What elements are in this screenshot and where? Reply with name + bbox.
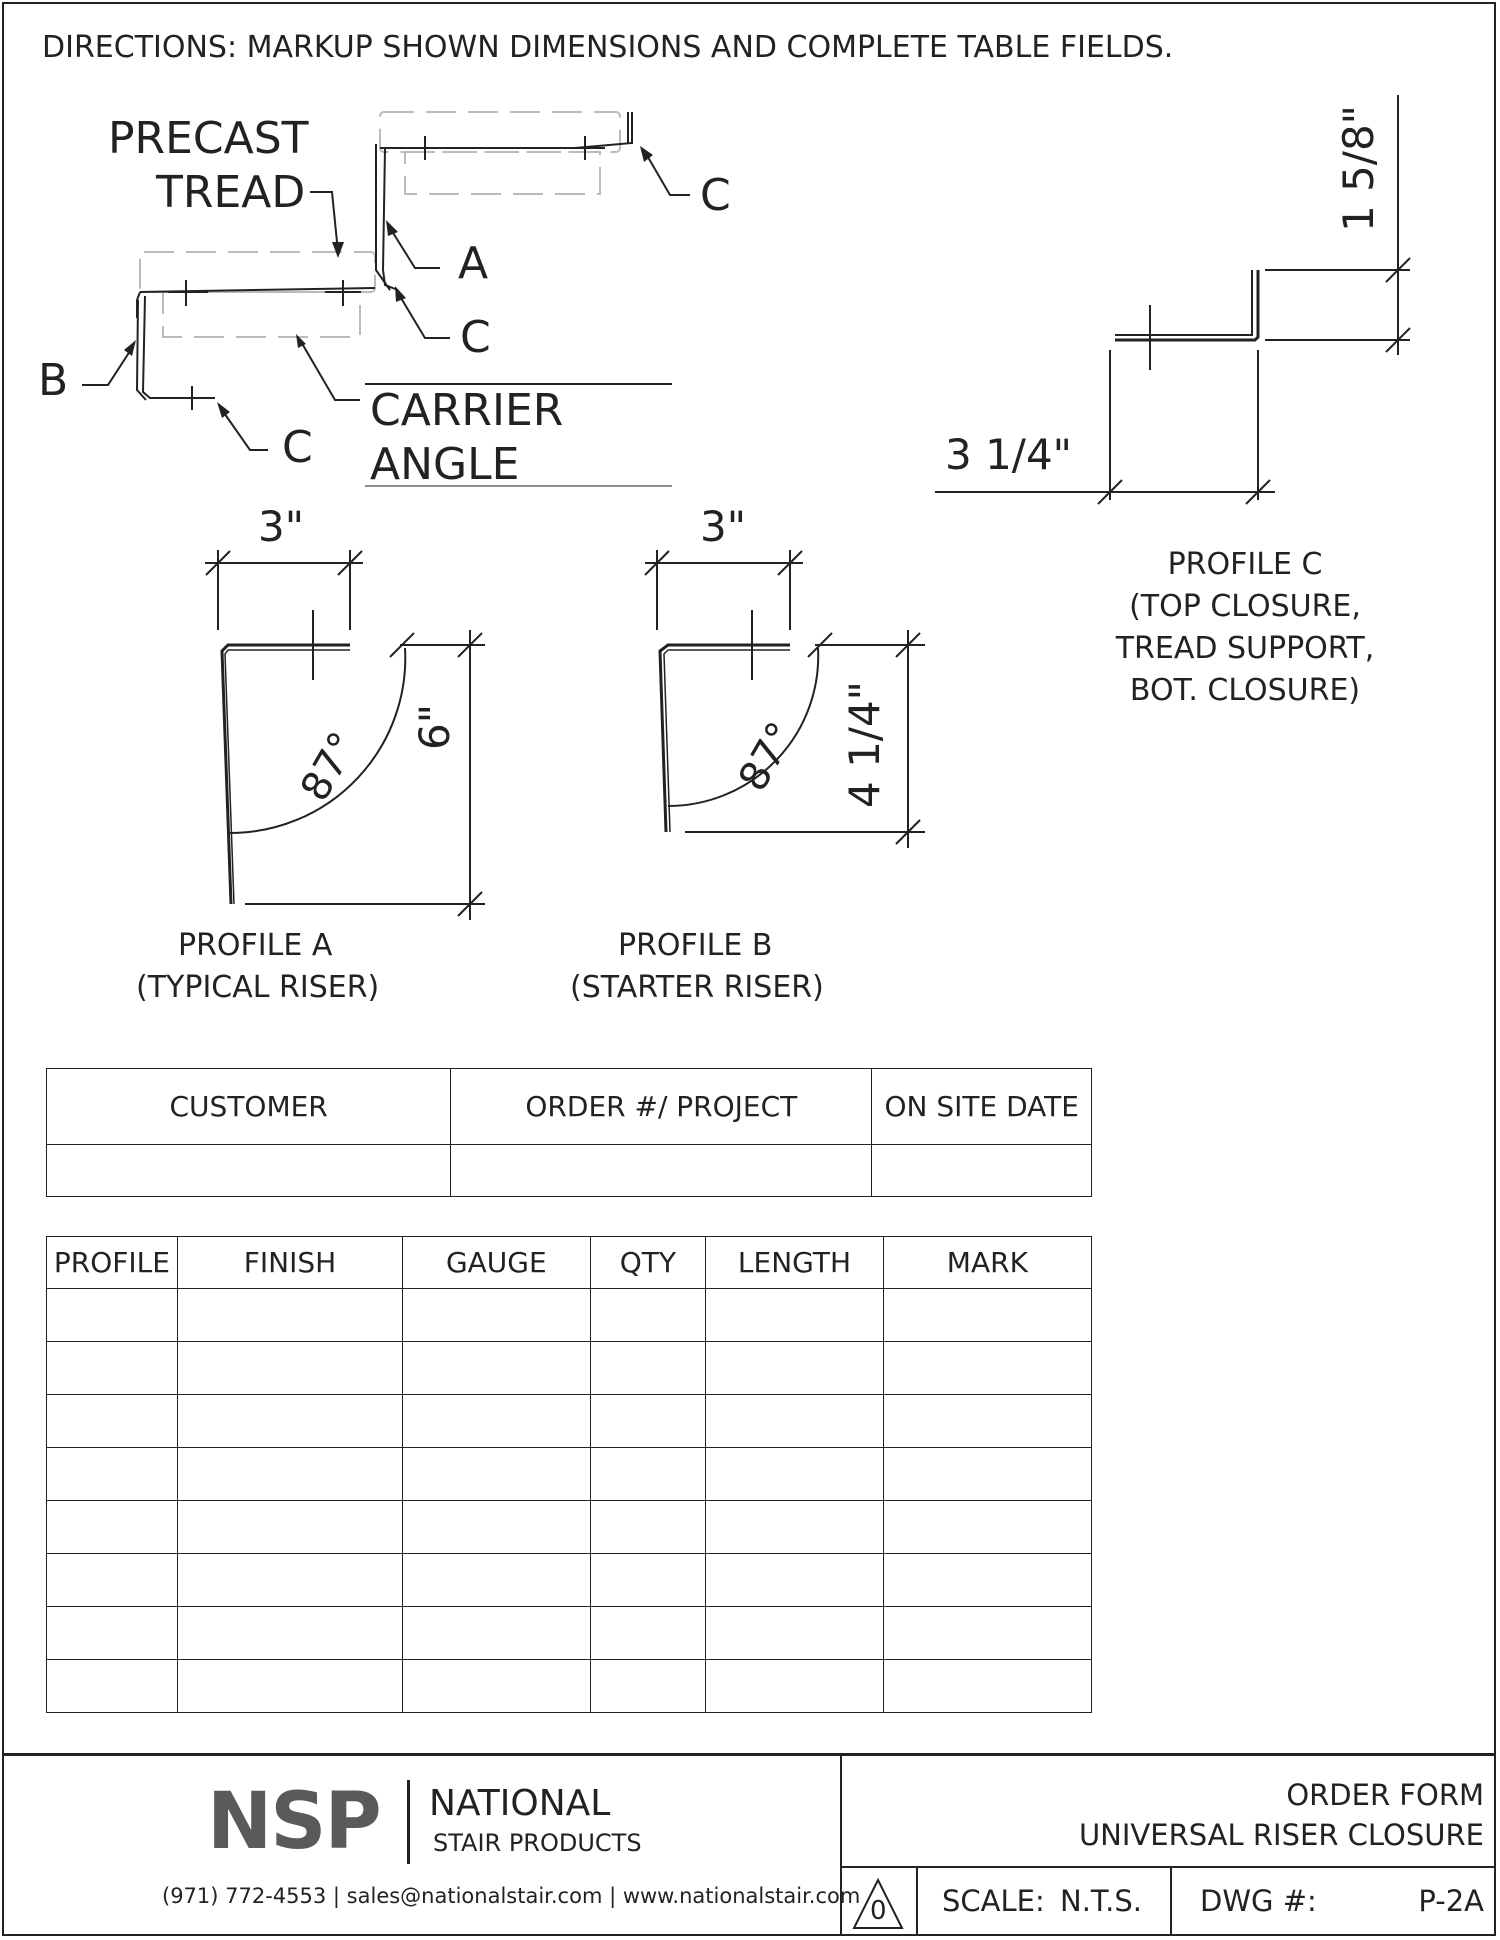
finish-cell[interactable] [177,1607,402,1660]
length-cell[interactable] [706,1289,884,1342]
logo-name-line1: NATIONAL [429,1783,611,1824]
profile-c-caption [1090,544,1400,712]
profile-a-angle: 87° [292,724,368,809]
customer-field[interactable] [47,1145,451,1197]
carrier-angle-label [370,384,563,492]
profile-cell[interactable] [47,1501,178,1554]
finish-cell[interactable] [177,1342,402,1395]
on-site-date-field[interactable] [872,1145,1092,1197]
gauge-cell[interactable] [403,1342,590,1395]
order-table [46,1236,1092,1713]
mark-cell[interactable] [883,1342,1091,1395]
title-block [2,1753,1496,1936]
finish-header: FINISH [177,1237,402,1289]
profile-cell[interactable] [47,1448,178,1501]
callout-b: B [38,355,69,406]
qty-cell[interactable] [590,1607,706,1660]
logo-divider [407,1780,410,1864]
order-project-field[interactable] [451,1145,872,1197]
order-row [47,1342,1092,1395]
form-title-line2: UNIVERSAL RISER CLOSURE [1078,1818,1484,1852]
profile-b-width: 3" [700,502,747,551]
profile-c-title: PROFILE C [1167,547,1323,582]
profile-c-width: 3 1/4" [945,430,1072,479]
profile-cell[interactable] [47,1342,178,1395]
finish-cell[interactable] [177,1660,402,1713]
length-cell[interactable] [706,1660,884,1713]
profile-c-line4: BOT. CLOSURE) [1129,673,1361,708]
finish-cell[interactable] [177,1448,402,1501]
length-cell[interactable] [706,1501,884,1554]
mark-cell[interactable] [883,1289,1091,1342]
qty-cell[interactable] [590,1395,706,1448]
length-cell[interactable] [706,1554,884,1607]
precast-tread-line2: TREAD [156,167,306,218]
profile-cell[interactable] [47,1660,178,1713]
directions-text: DIRECTIONS: MARKUP SHOWN DIMENSIONS AND COMPLETE TABLE FIELDS. [42,30,1174,65]
scale-label: SCALE: [942,1884,1045,1918]
carrier-angle-line1: CARRIER [370,385,564,436]
scale-divider [1170,1866,1172,1936]
finish-cell[interactable] [177,1395,402,1448]
profile-a-subtitle: (TYPICAL RISER) [136,970,380,1005]
length-cell[interactable] [706,1607,884,1660]
gauge-cell[interactable] [403,1660,590,1713]
callout-a: A [458,238,489,289]
qty-cell[interactable] [590,1660,706,1713]
precast-tread-label [108,112,309,220]
finish-cell[interactable] [177,1501,402,1554]
length-cell[interactable] [706,1395,884,1448]
profile-c-line3: TREAD SUPPORT, [1115,631,1375,666]
order-row [47,1395,1092,1448]
precast-tread-line1: PRECAST [108,113,309,164]
profile-cell[interactable] [47,1607,178,1660]
profile-a-height: 6" [410,703,459,750]
gauge-cell[interactable] [403,1554,590,1607]
gauge-cell[interactable] [403,1448,590,1501]
qty-cell[interactable] [590,1342,706,1395]
mark-cell[interactable] [883,1501,1091,1554]
contact-info: (971) 772-4553 | sales@nationalstair.com | www.nationalstair.com [162,1884,861,1908]
order-row [47,1607,1092,1660]
profile-b-angle: 87° [730,714,806,799]
gauge-cell[interactable] [403,1289,590,1342]
order-row [47,1660,1092,1713]
callout-c-middle: C [460,312,491,363]
customer-table [46,1068,1092,1197]
order-row [47,1501,1092,1554]
mark-cell[interactable] [883,1448,1091,1501]
title-block-hline [840,1866,1496,1868]
qty-cell[interactable] [590,1554,706,1607]
profile-cell[interactable] [47,1289,178,1342]
customer-header: CUSTOMER [47,1069,451,1145]
callout-c-top: C [700,170,731,221]
qty-cell[interactable] [590,1289,706,1342]
revision-number: 0 [870,1896,887,1926]
qty-header: QTY [590,1237,706,1289]
title-block-divider [840,1756,842,1936]
nsp-logo-mark: NSP [207,1777,380,1867]
mark-cell[interactable] [883,1395,1091,1448]
qty-cell[interactable] [590,1501,706,1554]
form-title-line1: ORDER FORM [1286,1778,1484,1812]
profile-b-title: PROFILE B [618,928,773,963]
logo-name-line2: STAIR PRODUCTS [433,1829,642,1857]
profile-a-width: 3" [258,502,305,551]
gauge-header: GAUGE [403,1237,590,1289]
scale-value: N.T.S. [1060,1884,1143,1918]
order-row [47,1554,1092,1607]
mark-header: MARK [883,1237,1091,1289]
finish-cell[interactable] [177,1554,402,1607]
order-project-header: ORDER #/ PROJECT [451,1069,872,1145]
gauge-cell[interactable] [403,1607,590,1660]
mark-cell[interactable] [883,1607,1091,1660]
length-cell[interactable] [706,1342,884,1395]
mark-cell[interactable] [883,1554,1091,1607]
order-row [47,1448,1092,1501]
profile-header: PROFILE [47,1237,178,1289]
profile-cell[interactable] [47,1554,178,1607]
qty-cell[interactable] [590,1448,706,1501]
order-row [47,1289,1092,1342]
profile-b-subtitle: (STARTER RISER) [570,970,824,1005]
length-cell[interactable] [706,1448,884,1501]
rev-divider [916,1866,918,1936]
profile-c-height: 1 5/8" [1334,105,1383,232]
dwg-number: P-2A [1418,1884,1484,1918]
mark-cell[interactable] [883,1660,1091,1713]
profile-b-height: 4 1/4" [840,681,889,808]
gauge-cell[interactable] [403,1395,590,1448]
profile-cell[interactable] [47,1395,178,1448]
finish-cell[interactable] [177,1289,402,1342]
on-site-date-header: ON SITE DATE [872,1069,1092,1145]
carrier-angle-line2: ANGLE [370,439,520,490]
profile-a-title: PROFILE A [178,928,333,963]
length-header: LENGTH [706,1237,884,1289]
profile-c-line2: (TOP CLOSURE, [1129,589,1361,624]
dwg-label: DWG #: [1200,1884,1317,1918]
nsp-logo [207,1777,642,1867]
callout-c-bottom: C [282,422,313,473]
gauge-cell[interactable] [403,1501,590,1554]
